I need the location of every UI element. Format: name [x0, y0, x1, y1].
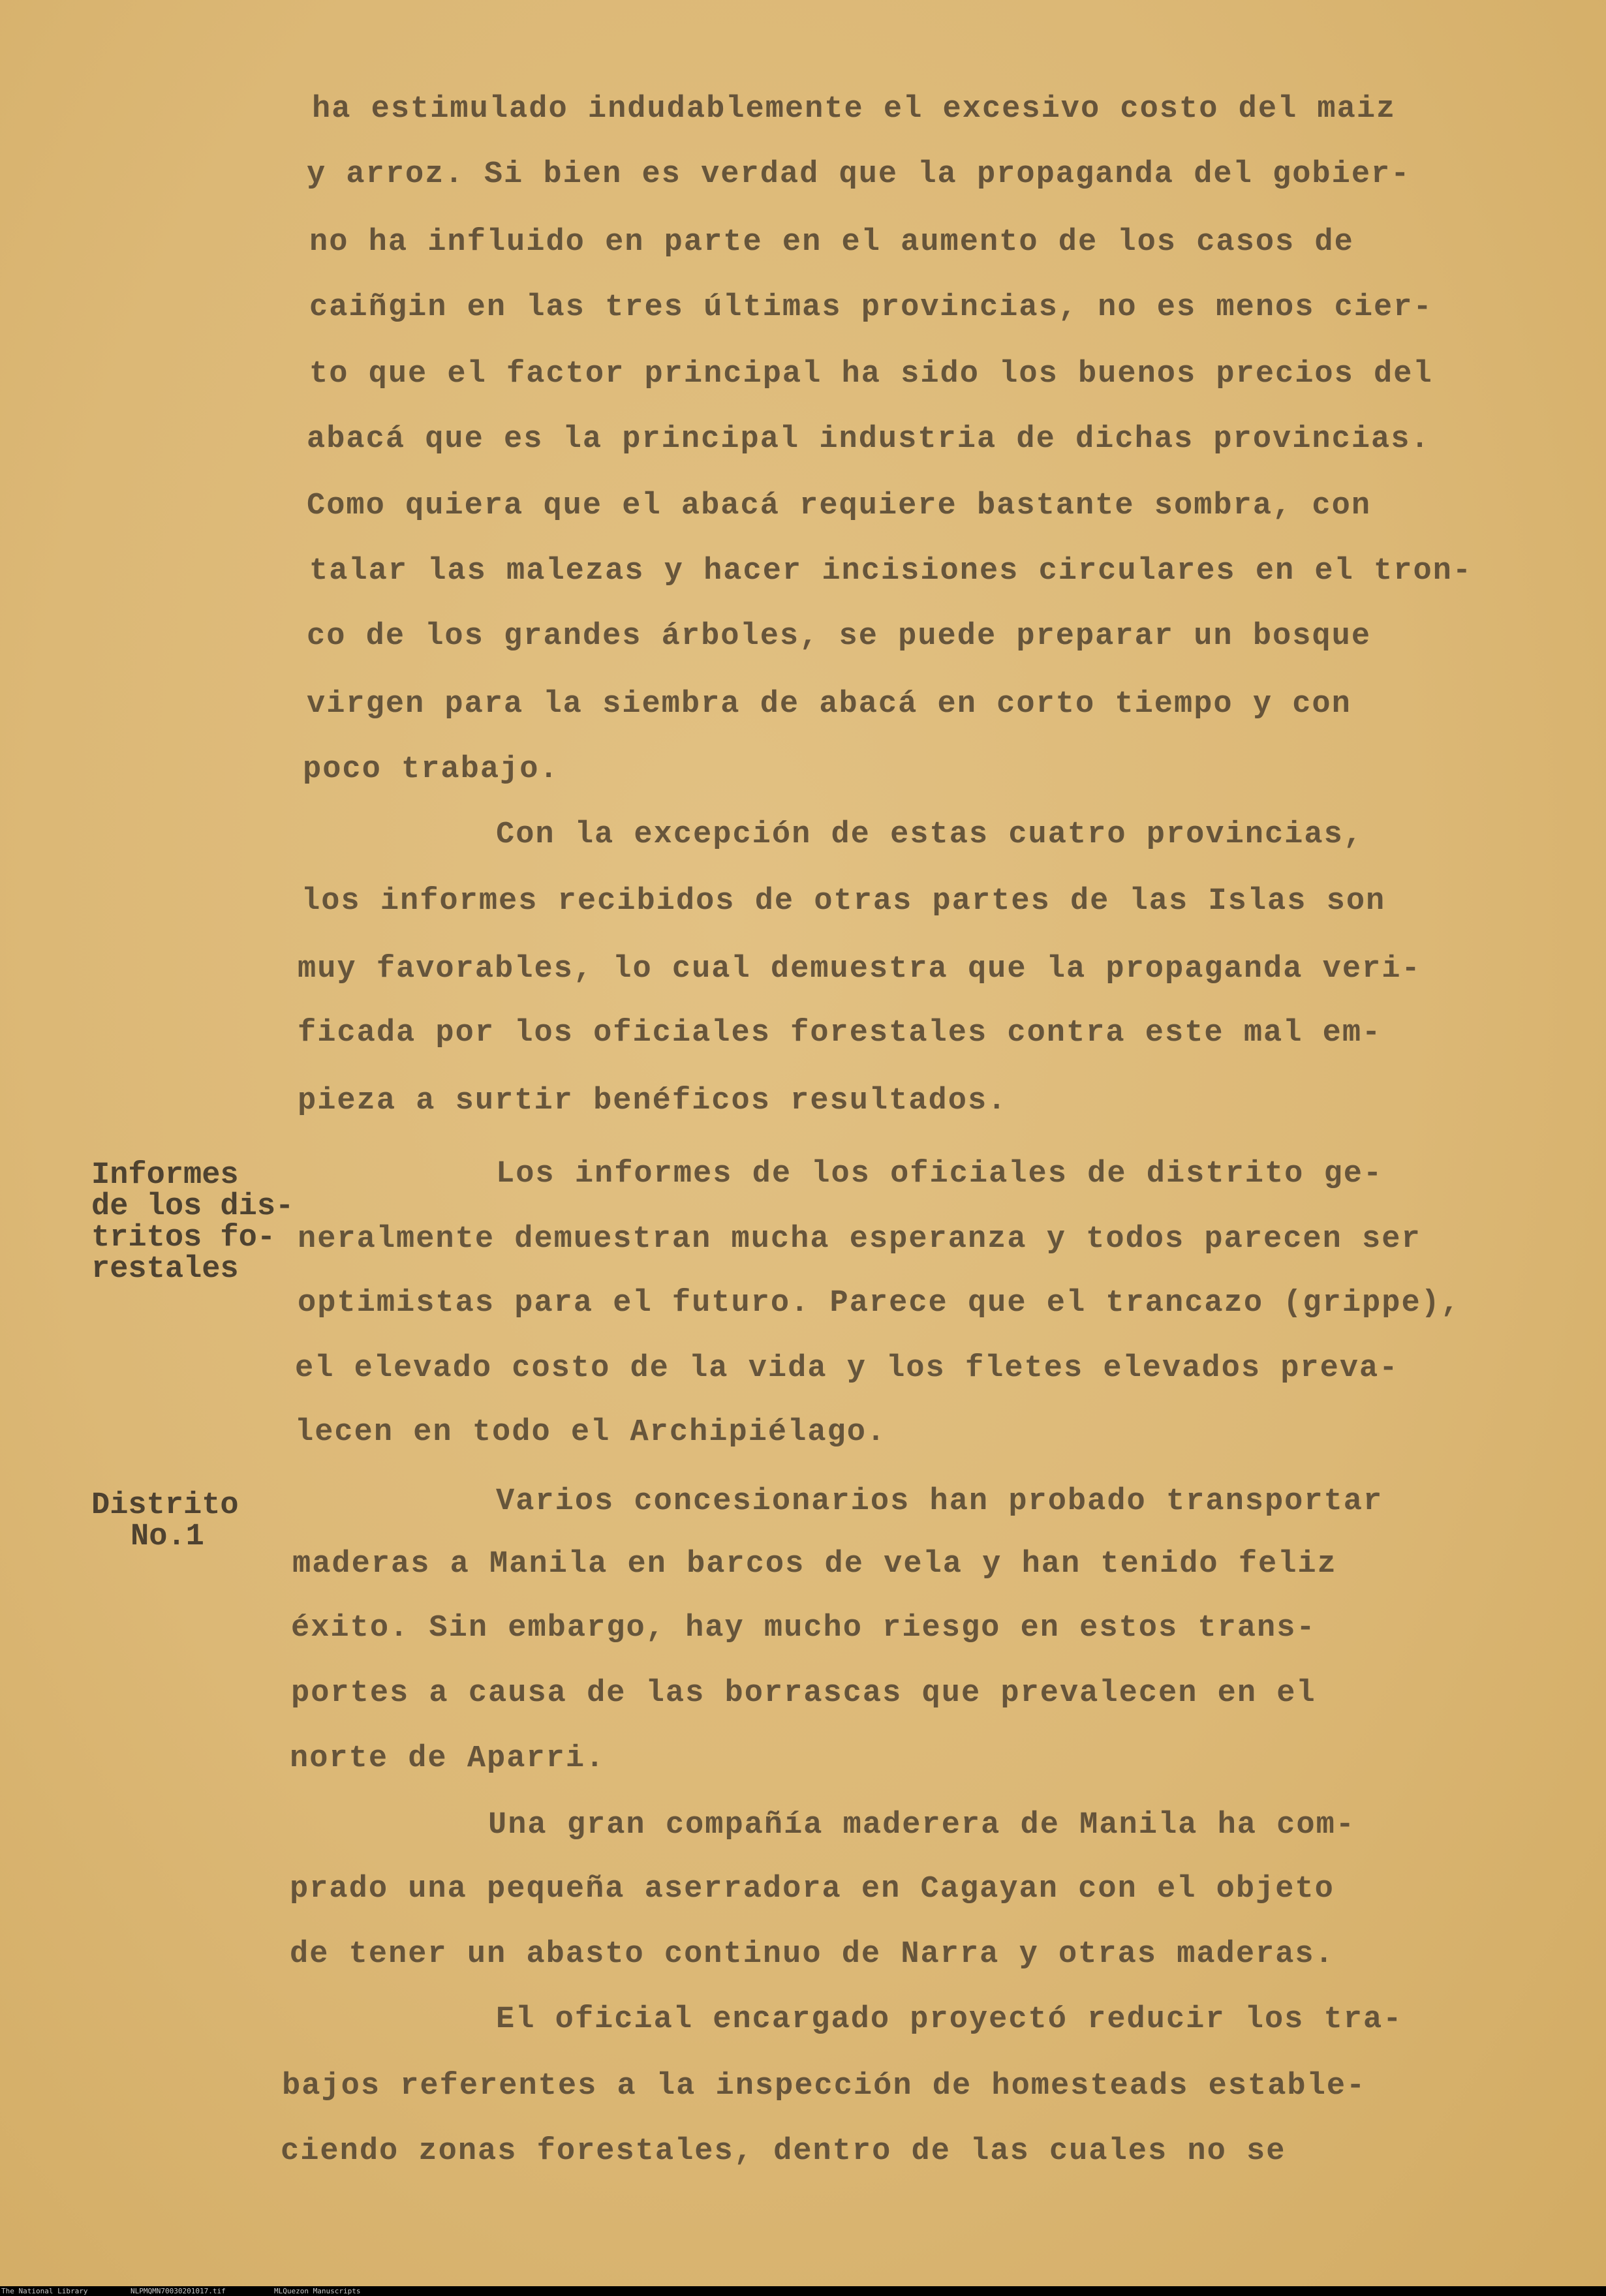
text-line: Una gran compañía maderera de Manila ha com-: [488, 1808, 1356, 1843]
margin-note-line: Informes: [91, 1158, 239, 1193]
footer-filename: NLPMQMN70030201017.tif: [131, 2287, 226, 2295]
text-line: pieza a surtir benéficos resultados.: [298, 1084, 1008, 1118]
text-line: éxito. Sin embargo, hay mucho riesgo en estos trans-: [291, 1611, 1316, 1645]
text-line: Los informes de los oficiales de distrito ge-: [496, 1157, 1383, 1191]
margin-note-district-reports: [91, 1160, 294, 1285]
text-line: prado una pequeña aserradora en Cagayan con el objeto: [290, 1872, 1335, 1906]
text-line: los informes recibidos de otras partes de las Islas son: [301, 884, 1386, 919]
margin-note-line: de los dis-: [91, 1189, 294, 1224]
text-line: bajos referentes a la inspección de homesteads estable-: [282, 2069, 1367, 2104]
text-line: co de los grandes árboles, se puede preparar un bosque: [307, 619, 1372, 654]
text-line: maderas a Manila en barcos de vela y han tenido feliz: [292, 1547, 1337, 1582]
text-line: Con la excepción de estas cuatro provincias,: [496, 818, 1364, 852]
text-line: abacá que es la principal industria de dichas provincias.: [307, 422, 1430, 457]
text-line: muy favorables, lo cual demuestra que la propaganda veri-: [298, 952, 1421, 987]
text-line: lecen en todo el Archipiélago.: [295, 1415, 887, 1450]
text-line: neralmente demuestran mucha esperanza y todos parecen ser: [298, 1222, 1421, 1257]
text-line: ha estimulado indudablemente el excesivo costo del maiz: [312, 92, 1397, 127]
margin-note-line: No.1: [131, 1520, 204, 1554]
footer-library: The National Library: [1, 2287, 88, 2295]
text-line: talar las malezas y hacer incisiones circulares en el tron-: [309, 554, 1473, 589]
text-line: optimistas para el futuro. Parece que el trancazo (grippe),: [298, 1286, 1461, 1321]
margin-note-line: Distrito: [91, 1488, 239, 1523]
text-line: El oficial encargado proyectó reducir los tra-: [496, 2002, 1403, 2037]
text-line: caiñgin en las tres últimas provincias, no es menos cier-: [309, 290, 1433, 325]
footer-collection: MLQuezon Manuscripts: [274, 2287, 361, 2295]
text-line: el elevado costo de la vida y los fletes elevados preva-: [295, 1351, 1399, 1386]
margin-note-line: restales: [91, 1252, 239, 1287]
text-line: norte de Aparri.: [290, 1741, 606, 1776]
text-line: to que el factor principal ha sido los buenos precios del: [309, 357, 1433, 391]
margin-note-district-1: [91, 1490, 239, 1553]
text-line: de tener un abasto continuo de Narra y otras maderas.: [290, 1937, 1335, 1972]
margin-note-line: tritos fo-: [91, 1221, 276, 1255]
text-line: Como quiera que el abacá requiere bastante sombra, con: [307, 489, 1372, 523]
text-line: ficada por los oficiales forestales contra este mal em-: [298, 1016, 1382, 1050]
text-line: Varios concesionarios han probado transportar: [496, 1484, 1383, 1519]
text-line: no ha influido en parte en el aumento de los casos de: [309, 225, 1354, 260]
text-line: poco trabajo.: [303, 752, 559, 787]
text-line: ciendo zonas forestales, dentro de las cuales no se: [281, 2134, 1286, 2169]
scan-footer-bar: [0, 2286, 1606, 2296]
text-line: portes a causa de las borrascas que prevalecen en el: [291, 1676, 1316, 1711]
text-line: virgen para la siembra de abacá en corto tiempo y con: [307, 687, 1351, 722]
text-line: y arroz. Si bien es verdad que la propaganda del gobier-: [307, 157, 1411, 192]
